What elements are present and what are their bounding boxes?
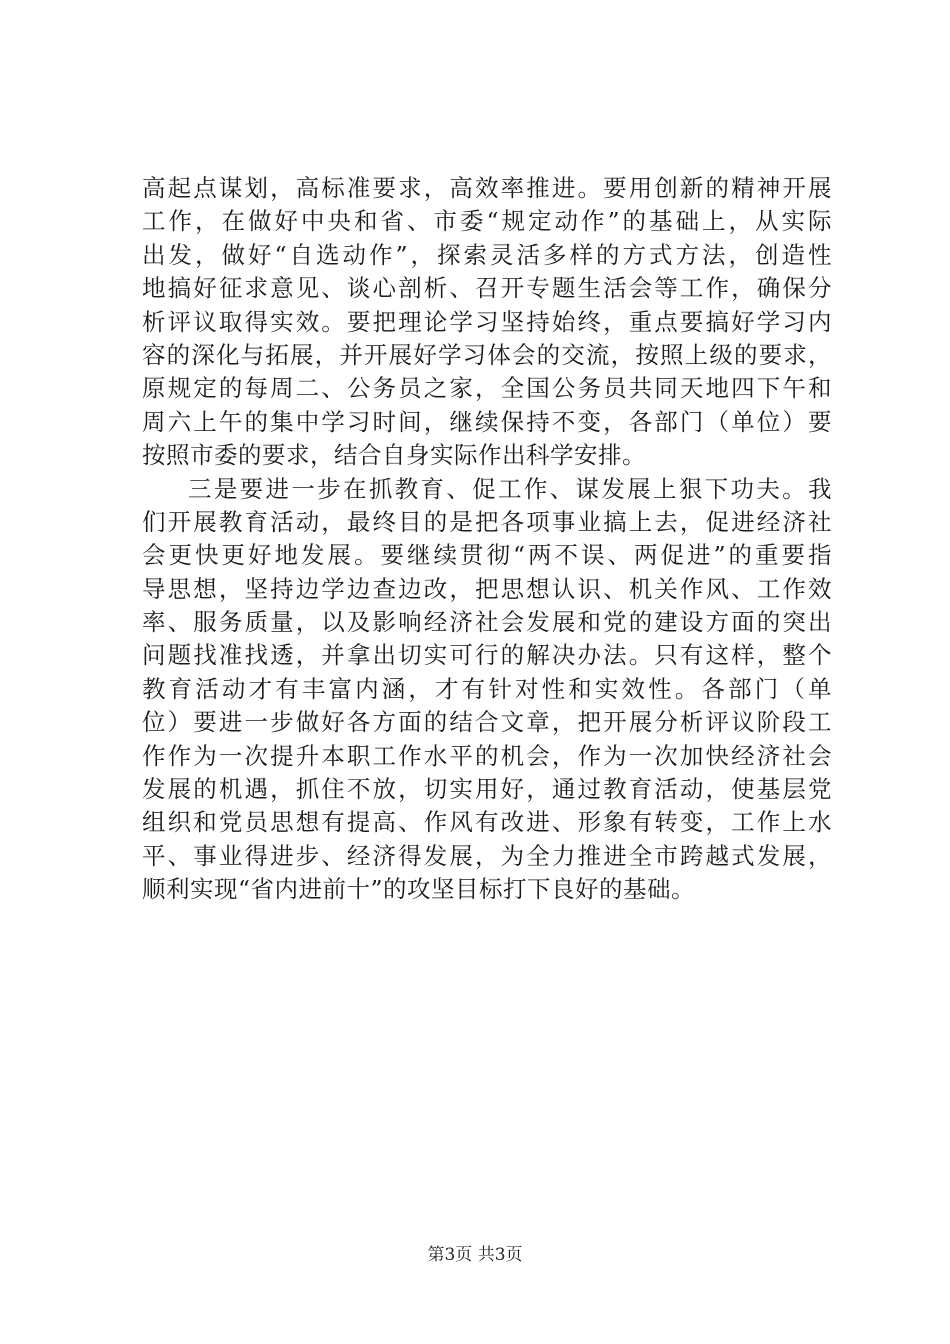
text-line: 高起点谋划，高标准要求，高效率推进。要用创新的精神开展 xyxy=(142,174,832,202)
text-line: 教育活动才有丰富内涵，才有针对性和实效性。各部门（单 xyxy=(142,674,832,703)
text-line: 会更快更好地发展。要继续贯彻“两不误、两促进”的重要指 xyxy=(142,541,832,570)
text-line: 们开展教育活动，最终目的是把各项事业搞上去，促进经济社 xyxy=(142,507,832,536)
text-line: 顺利实现“省内进前十”的攻坚目标打下良好的基础。 xyxy=(142,875,696,904)
text-line: 组织和党员思想有提高、作风有改进、形象有转变，工作上水 xyxy=(142,808,832,837)
body-text xyxy=(142,172,832,907)
text-line: 原规定的每周二、公务员之家，全国公务员共同天地四下午和 xyxy=(142,374,832,403)
text-line: 工作，在做好中央和省、市委“规定动作”的基础上，从实际 xyxy=(142,207,832,236)
text-line: 地搞好征求意见、谈心剖析、召开专题生活会等工作，确保分 xyxy=(142,274,832,303)
paragraph-2 xyxy=(142,473,832,907)
text-line: 析评议取得实效。要把理论学习坚持始终，重点要搞好学习内 xyxy=(142,307,832,336)
text-line: 按照市委的要求，结合自身实际作出科学安排。 xyxy=(142,441,646,470)
text-line: 周六上午的集中学习时间，继续保持不变，各部门（单位）要 xyxy=(142,407,832,436)
text-line: 导思想，坚持边学边查边改，把思想认识、机关作风、工作效 xyxy=(142,574,832,603)
text-line: 出发，做好“自选动作”，探索灵活多样的方式方法，创造性 xyxy=(142,240,832,269)
text-line: 平、事业得进步、经济得发展，为全力推进全市跨越式发展， xyxy=(142,841,832,870)
text-line: 问题找准找透，并拿出切实可行的解决办法。只有这样，整个 xyxy=(142,641,832,670)
paragraph-1 xyxy=(142,172,832,473)
text-line: 率、服务质量，以及影响经济社会发展和党的建设方面的突出 xyxy=(142,608,832,637)
page-number-footer: 第3页 共3页 xyxy=(427,1245,523,1265)
text-line: 发展的机遇，抓住不放，切实用好，通过教育活动，使基层党 xyxy=(142,775,832,804)
text-line: 容的深化与拓展，并开展好学习体会的交流，按照上级的要求， xyxy=(142,340,832,369)
text-line: 位）要进一步做好各方面的结合文章，把开展分析评议阶段工 xyxy=(142,708,832,737)
text-line: 三是要进一步在抓教育、促工作、谋发展上狠下功夫。我 xyxy=(188,474,832,503)
text-line: 作作为一次提升本职工作水平的机会，作为一次加快经济社会 xyxy=(142,741,832,770)
